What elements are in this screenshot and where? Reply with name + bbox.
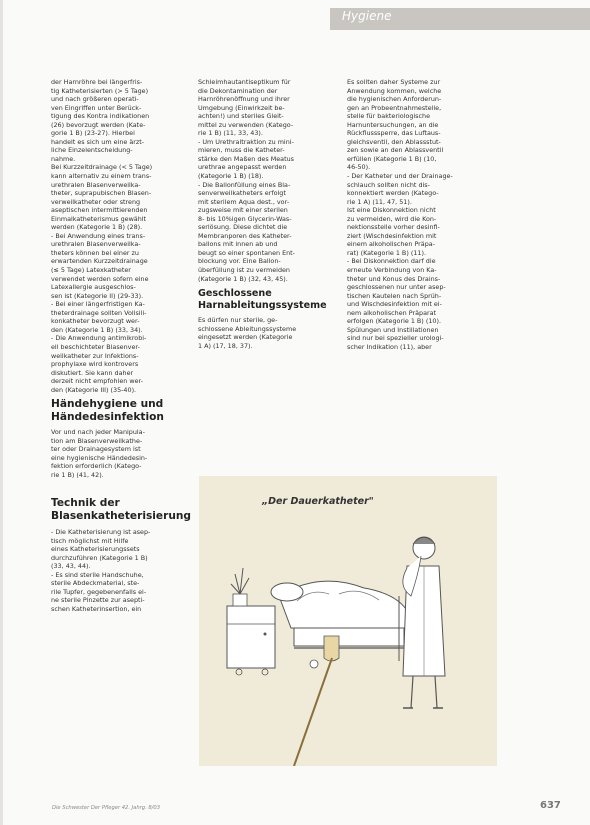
text-line: einem alkoholischen Präpa-: [347, 240, 436, 249]
text-line: - Es sind sterile Handschuhe,: [51, 570, 144, 579]
text-line: handelt es sich um eine ärzt-: [51, 137, 145, 146]
text-line: Harnröhrenöffnung und ihrer: [198, 95, 290, 104]
text-line: zen sowie an den Ablassventil: [347, 146, 444, 155]
text-line: theterdrainage sollten Vollsili-: [51, 308, 147, 317]
doctor-figure: [403, 537, 445, 708]
column-3-text: [347, 78, 487, 352]
text-line: achten!) und steriles Gleit-: [198, 112, 284, 121]
cartoon-illustration: [199, 476, 497, 766]
text-line: urethralen Blasenverweilka-: [51, 240, 141, 249]
paragraph-text: [51, 428, 177, 479]
text-line: zu vermeiden, wird die Kon-: [347, 214, 437, 223]
text-line: den (Kategorie III) (35-40).: [51, 385, 137, 394]
text-line: - Die Anwendung antimikrobi-: [51, 334, 147, 343]
text-line: Rückflusssperre, das Luftaus-: [347, 129, 441, 138]
text-line: mittel zu verwenden (Katego-: [198, 120, 294, 129]
heading-haendehygiene: [51, 398, 181, 423]
text-line: - Die Katheterisierung ist asep-: [51, 528, 151, 536]
text-line: tig Katheterisierten (> 5 Tage): [51, 86, 149, 95]
text-line: Es dürfen nur sterile, ge-: [198, 316, 278, 324]
column-2-text: [198, 78, 332, 283]
text-line: beugt so einer spontanen Ent-: [198, 248, 295, 257]
text-line: mieren, muss die Katheter-: [198, 146, 285, 155]
text-line: blockung vor. Eine Ballon-: [198, 257, 281, 266]
text-line: geschlossenen nur unter asep-: [347, 283, 446, 292]
text-line: rie 1 B) (41, 42).: [51, 470, 104, 479]
column-1-para-technik: [51, 528, 177, 613]
text-line: sind nur bei spezieller urologi-: [347, 334, 444, 343]
text-line: zugsweise mit einer sterilen: [198, 206, 288, 215]
text-line: schlauch sollten nicht dis-: [347, 180, 430, 189]
text-line: Schleimhautantiseptikum für: [198, 78, 291, 86]
text-line: Es sollten daher Systeme zur: [347, 78, 441, 86]
text-line: 1 A) (17, 18, 37).: [198, 341, 253, 350]
text-line: Einmalkatheterismus gewählt: [51, 214, 147, 223]
text-line: (Kategorie 1 B) (32, 43, 45).: [198, 274, 288, 283]
text-line: theter und Konus des Drains-: [347, 274, 441, 283]
text-line: tischen Kautelen nach Sprüh-: [347, 291, 442, 300]
text-line: Anwendung kommen, welche: [347, 86, 442, 95]
text-line: nahme.: [51, 154, 76, 163]
text-line: der Harnröhre bei längerfris-: [51, 78, 143, 86]
text-line: tisch möglichst mit Hilfe: [51, 536, 129, 545]
text-line: Spülungen und Instillationen: [347, 325, 439, 334]
text-line: - Bei einer längerfristigen Ka-: [51, 300, 145, 309]
text-line: den (Kategorie 1 B) (33, 34).: [51, 325, 143, 334]
text-line: rie 1 A) (11, 47, 51).: [347, 197, 412, 206]
column-2-para: [198, 316, 332, 350]
text-line: prophylaxe wird kontrovers: [51, 360, 139, 369]
text-line: Umgebung (Einwirkzeit be-: [198, 103, 285, 112]
cartoon-caption: „Der Dauerkatheter": [262, 496, 374, 507]
text-line: erwartenden Kurzzeitdrainage: [51, 257, 148, 266]
column-2: [198, 78, 332, 283]
column-1-text: [51, 78, 177, 394]
heading-text: Geschlossene Harnableitungssysteme: [198, 288, 327, 311]
text-line: derzeit nicht empfohlen wer-: [51, 377, 144, 386]
text-line: eingesetzt werden (Kategorie: [198, 333, 293, 342]
text-line: ter oder Drainagesystem ist: [51, 445, 141, 454]
paragraph-text: [51, 528, 177, 613]
text-line: ballons mit innen ab und: [198, 240, 278, 249]
text-line: Harnuntersuchungen, an die: [347, 120, 439, 129]
text-line: serlösung. Diese dichtet die: [198, 223, 288, 232]
text-line: urethralen Blasenverweilka-: [51, 180, 141, 189]
text-line: - Um Urethraltraktion zu mini-: [198, 137, 294, 146]
column-1: [51, 78, 177, 394]
text-line: diskutiert. Sie kann daher: [51, 368, 134, 377]
page-number: 637: [540, 800, 561, 811]
text-line: Latexallergie ausgeschlos-: [51, 283, 136, 292]
text-line: sterile Abdeckmaterial, ste-: [51, 579, 140, 588]
text-line: ziert (Wischdesinfektion mit: [347, 231, 437, 240]
journal-footer: Die Schwester Der Pfleger 42. Jahrg. 8/03: [52, 805, 161, 811]
text-line: mit sterilem Aqua dest., vor-: [198, 197, 290, 206]
text-line: werden (Kategorie 1 B) (28).: [51, 223, 143, 232]
column-1-para-haendehygiene: [51, 428, 177, 479]
text-line: rat) (Kategorie 1 B) (11).: [347, 248, 426, 257]
paragraph-text: [198, 316, 332, 350]
text-line: nem alkoholischen Präparat: [347, 308, 437, 317]
text-line: urethrae angepasst werden: [198, 163, 287, 172]
text-line: fektion erforderlich (Katego-: [51, 462, 142, 471]
page-edge: [0, 0, 3, 825]
text-line: verweilkatheter oder streng: [51, 197, 141, 206]
heading-text: Händehygiene und Händedesinfektion: [51, 398, 164, 423]
text-line: scher Indikation (11), aber: [347, 342, 432, 351]
text-line: (Kategorie 1 B) (18).: [198, 172, 264, 181]
text-line: stelle für bakteriologische: [347, 112, 431, 121]
text-line: tion am Blasenverweilkathe-: [51, 436, 143, 445]
text-line: gen an Probeentnahmestelle,: [347, 103, 442, 112]
text-line: aseptischen intermittierenden: [51, 206, 148, 215]
text-line: ven Eingriffen unter Berück-: [51, 103, 142, 112]
heading-text: Technik der Blasenkatheterisierung: [51, 497, 191, 522]
text-line: weilkatheter zur Infektions-: [51, 351, 139, 360]
text-line: und Wischdesinfektion mit ei-: [347, 300, 442, 309]
text-line: und nach größeren operati-: [51, 95, 139, 104]
text-line: - Bei Diskonnektion darf die: [347, 257, 436, 266]
text-line: liche Einzelentscheidung-: [51, 146, 133, 155]
text-line: eines Katheterisierungssets: [51, 545, 140, 554]
text-line: stärke den Maßen des Meatus: [198, 154, 294, 163]
text-line: schen Katheterinsertion, ein: [51, 604, 142, 613]
text-line: ne sterile Pinzette zur asepti-: [51, 596, 145, 605]
text-line: Ist eine Diskonnektion nicht: [347, 206, 436, 215]
text-line: - Der Katheter und der Drainage-: [347, 172, 453, 181]
text-line: verwendet werden sofern eine: [51, 274, 149, 283]
text-line: gorie 1 B) (23-27). Hierbei: [51, 129, 135, 138]
text-line: Membranporen des Katheter-: [198, 231, 292, 240]
text-line: Bei Kurzzeitdrainage (< 5 Tage): [51, 163, 153, 172]
heading-geschlossene: [198, 288, 334, 311]
cartoon-drawing: [199, 476, 497, 766]
text-line: (26) bevorzugt werden (Kate-: [51, 120, 146, 129]
text-line: Vor und nach jeder Manipula-: [51, 428, 145, 436]
text-line: nektionsstelle vorher desinfi-: [347, 223, 440, 232]
text-line: konnektiert werden (Katego-: [347, 189, 439, 198]
text-line: sen ist (Kategorie II) (29-33).: [51, 291, 144, 300]
text-line: die hygienischen Anforderun-: [347, 95, 442, 104]
heading-technik: [51, 497, 191, 522]
text-line: rile Tupfer, gegebenenfalls ei-: [51, 587, 147, 596]
text-line: eine hygienische Händedesin-: [51, 453, 148, 462]
text-line: theter, suprapubischen Blasen-: [51, 189, 152, 198]
text-line: - Bei Anwendung eines trans-: [51, 231, 146, 240]
text-line: ell beschichteter Blasenver-: [51, 342, 140, 351]
text-line: theters können bei einer zu: [51, 248, 139, 257]
text-line: gleichsventil, den Ablassstut-: [347, 137, 441, 146]
text-line: (≤ 5 Tage) Latexkatheter: [51, 266, 131, 275]
text-line: senverweilkatheters erfolgt: [198, 189, 286, 198]
column-3: [347, 78, 487, 352]
text-line: schlossene Ableitungssysteme: [198, 324, 297, 333]
text-line: - Die Ballonfüllung eines Bla-: [198, 180, 291, 189]
text-line: erfüllen (Kategorie 1 B) (10,: [347, 154, 437, 163]
text-line: (33, 43, 44).: [51, 562, 91, 571]
text-line: erneute Verbindung von Ka-: [347, 266, 437, 275]
text-line: tigung des Kontra indikationen: [51, 112, 150, 121]
text-line: 8- bis 10%igen Glycerin-Was-: [198, 214, 292, 223]
text-line: kann alternativ zu einem trans-: [51, 172, 152, 181]
text-line: 46-50).: [347, 163, 371, 172]
text-line: erfolgen (Kategorie 1 B) (10).: [347, 317, 441, 326]
text-line: konkatheter bevorzugt wer-: [51, 317, 140, 326]
text-line: rie 1 B) (11, 33, 43).: [198, 129, 263, 138]
text-line: überfüllung ist zu vermeiden: [198, 266, 290, 275]
section-title: Hygiene: [342, 9, 392, 23]
text-line: die Dekontamination der: [198, 86, 278, 95]
text-line: durchzuführen (Kategorie 1 B): [51, 553, 148, 562]
